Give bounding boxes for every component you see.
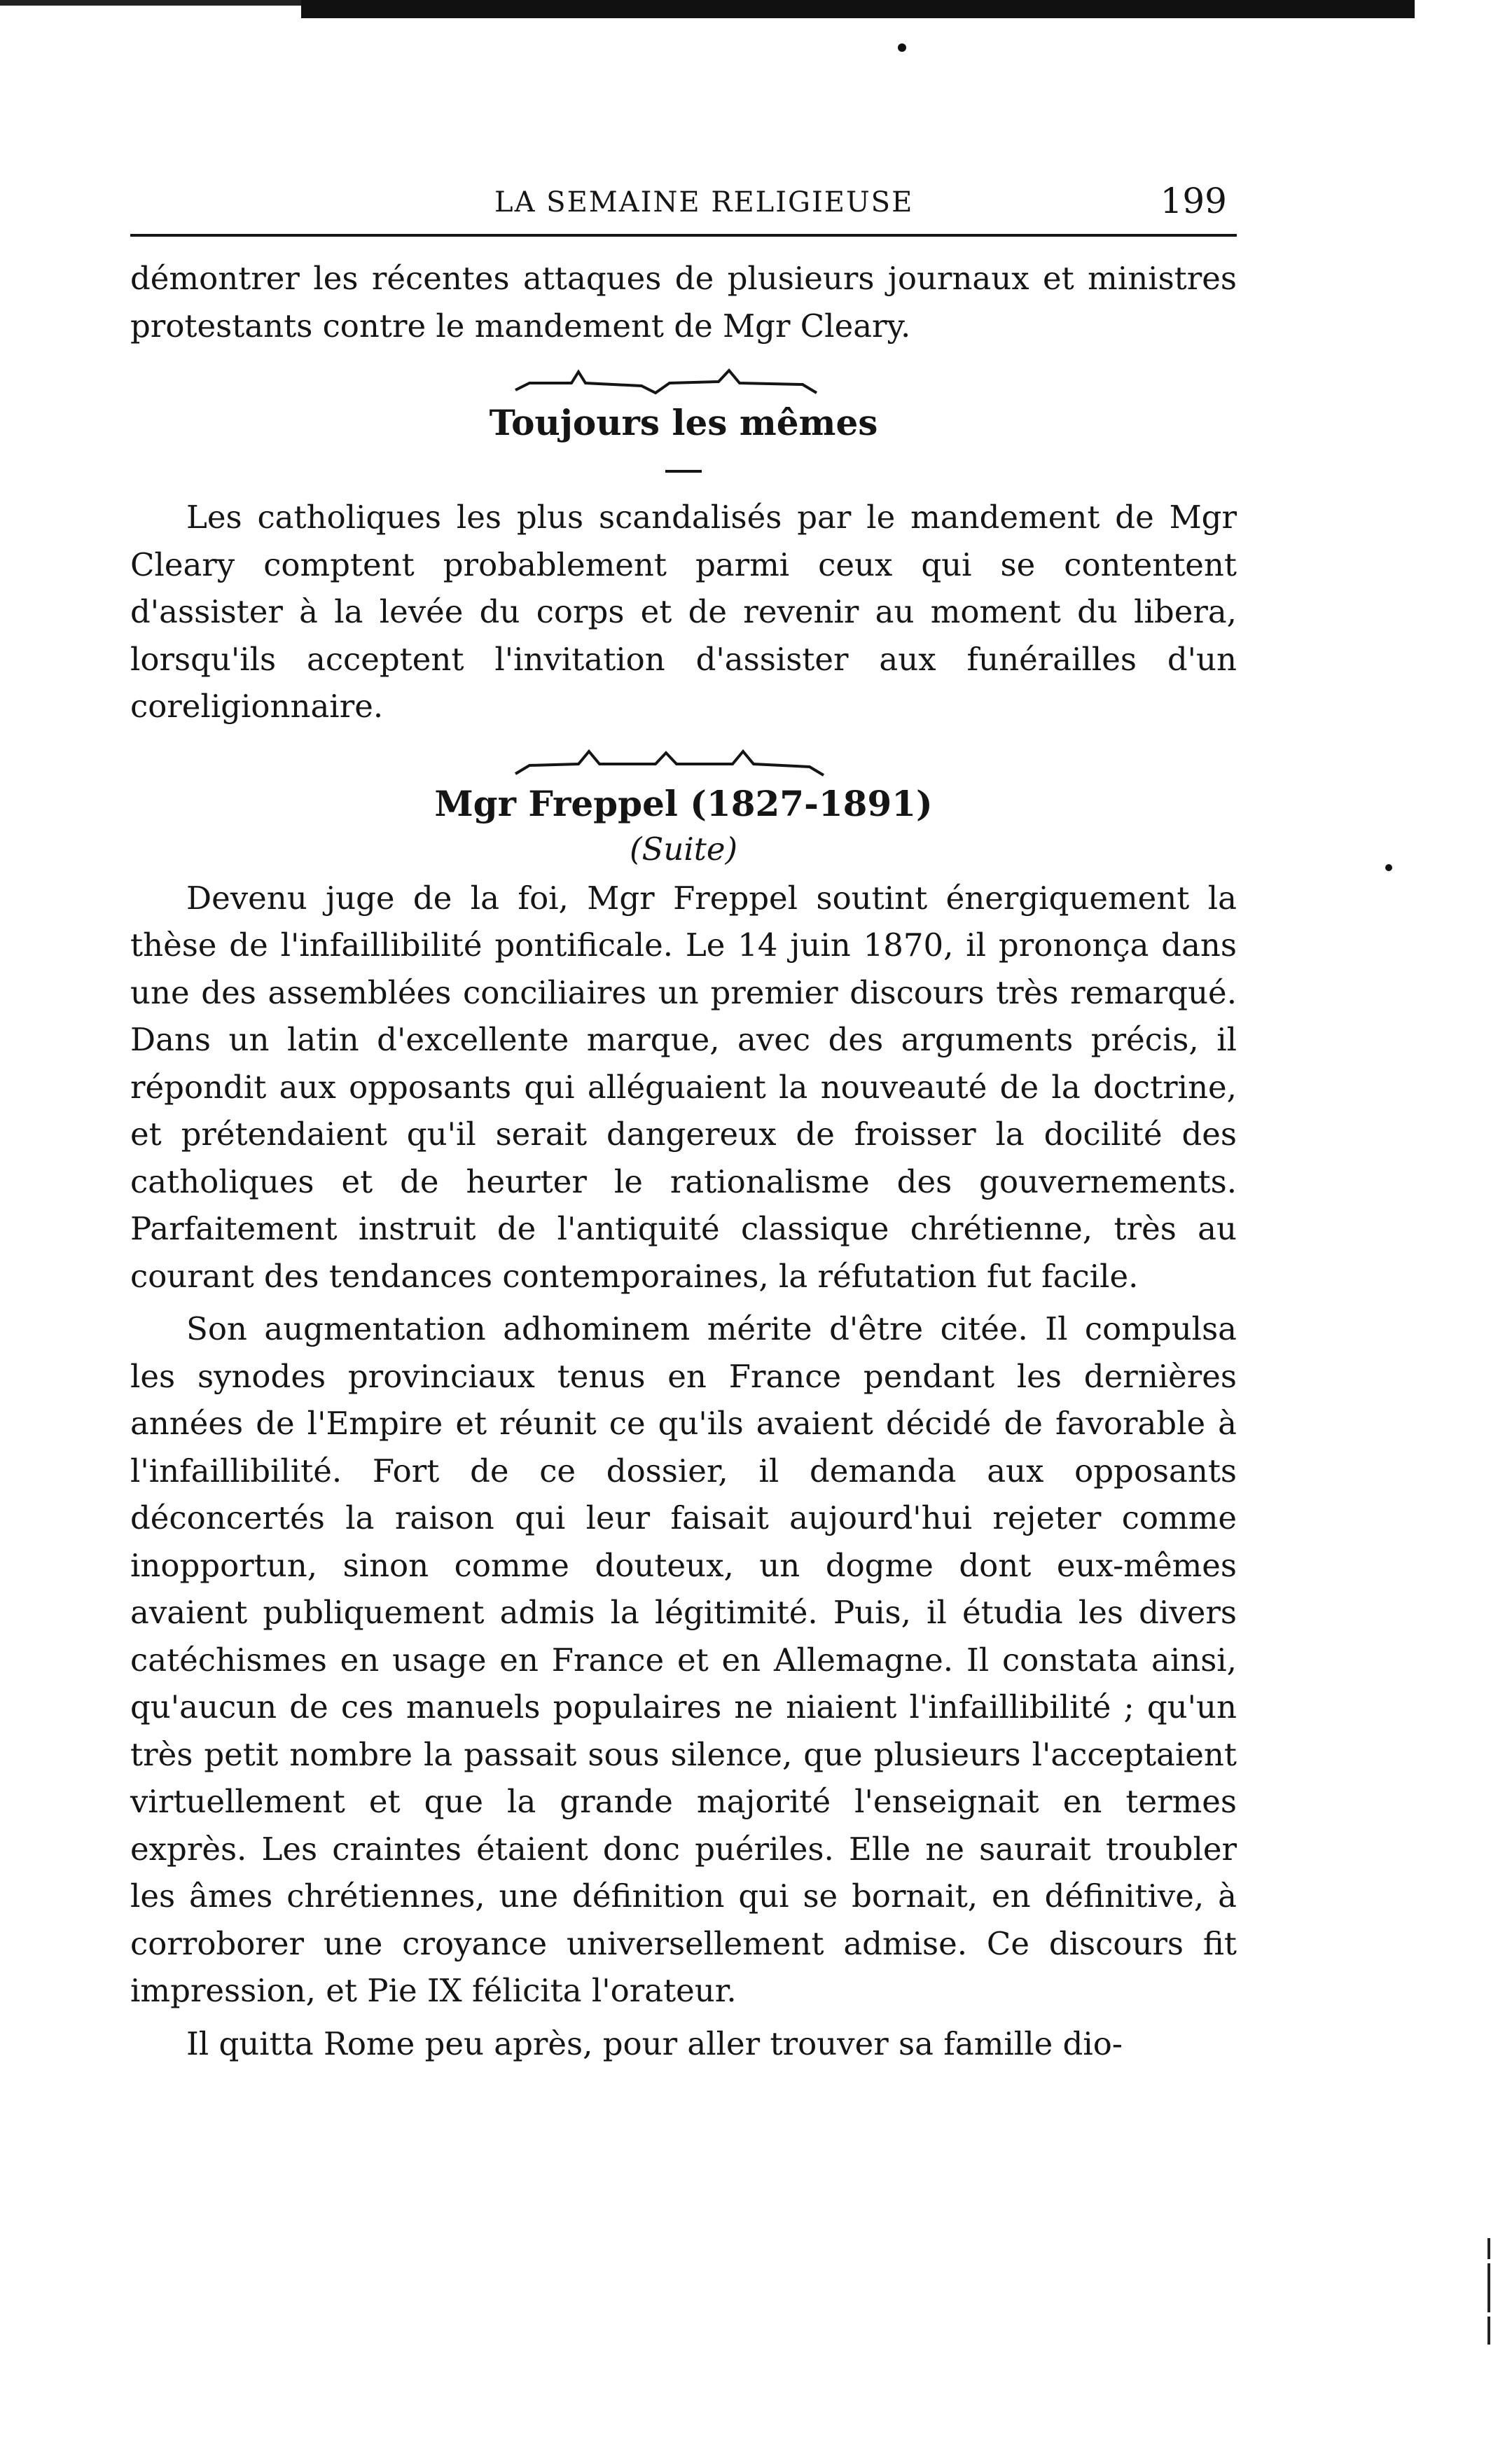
freppel-paragraph-3: Il quitta Rome peu après, pour aller trouver sa famille dio-: [186, 2025, 1123, 2062]
freppel-paragraph-2: Son augmentation adhominem mérite d'être citée. Il compulsa les synodes provinciaux tenus en France pendant les dernières années de l'Empire et réunit ce qu'ils avaient décidé de favorable à l'infaillibilité. Fort de ce dossier, il demanda aux opposants déconcertés la raison qui leur faisait aujourd'hui rejeter comme inopportun, sinon comme douteux, un dogme dont eux-mêmes avaient publiquement admis la légitimité. Puis, il étudia les divers catéchismes en usage en France et en Allemagne. Il constata ainsi, qu'aucun de ces manuels populaires ne niaient l'infaillibilité ; qu'un très petit nombre la passait sous silence, que plusieurs l'acceptaient virtuellement et que la grande majorité l'enseignait en termes exprès. Les craintes étaient donc puériles. Elle ne saurait troubler les âmes chrétiennes, une définition qui se bornait, en définitive, à corroborer une croyance universellement admise. Ce discours fit impression, et Pie IX félicita l'orateur.: [130, 1310, 1237, 2009]
article-body: [130, 255, 1237, 2067]
scan-top-edge: [301, 0, 1415, 18]
scan-margin-marks: [1485, 2234, 1493, 2374]
section-subtitle: (Suite): [629, 830, 738, 868]
intro-paragraph: démontrer les récentes attaques de plusieurs journaux et ministres protestants contre le mandement de Mgr Cleary.: [130, 260, 1237, 345]
freppel-paragraph-1: Devenu juge de la foi, Mgr Freppel soutint énergiquement la thèse de l'infaillibilité pontificale. Le 14 juin 1870, il prononça dans une des assemblées conciliaires un premier discours très remarqué. Dans un latin d'excellente marque, avec des arguments précis, il répondit aux opposants qui alléguaient la nouveauté de la doctrine, et prétendaient qu'il serait dangereux de froisser la docilité des catholiques et de heurter le rationalisme des gouvernements. Parfaitement instruit de l'antiquité classique chrétienne, très au courant des tendances contemporaines, la réfutation fut facile.: [130, 879, 1237, 1295]
page: [130, 175, 1237, 2067]
scan-top-edge-left: [0, 0, 301, 6]
scan-speck: [898, 43, 906, 52]
section-title-toujours: Toujours les mêmes: [489, 402, 878, 443]
header-rule: [130, 234, 1237, 237]
running-head: [130, 175, 1237, 224]
running-title: LA SEMAINE RELIGIEUSE: [494, 186, 914, 218]
ornament-divider: [508, 743, 859, 779]
scan-speck: [1385, 864, 1392, 871]
section-title-freppel: Mgr Freppel (1827-1891): [434, 782, 933, 824]
ornament-divider: [508, 362, 859, 398]
title-dash: [665, 470, 702, 473]
toujours-paragraph: Les catholiques les plus scandalisés par le mandement de Mgr Cleary comptent probablement parmi ceux qui se contentent d'assister à la levée du corps et de revenir au moment du libera, lorsqu'ils acceptent l'invitation d'assister aux funérailles d'un coreligionnaire.: [130, 499, 1237, 725]
page-number: 199: [1160, 181, 1227, 221]
